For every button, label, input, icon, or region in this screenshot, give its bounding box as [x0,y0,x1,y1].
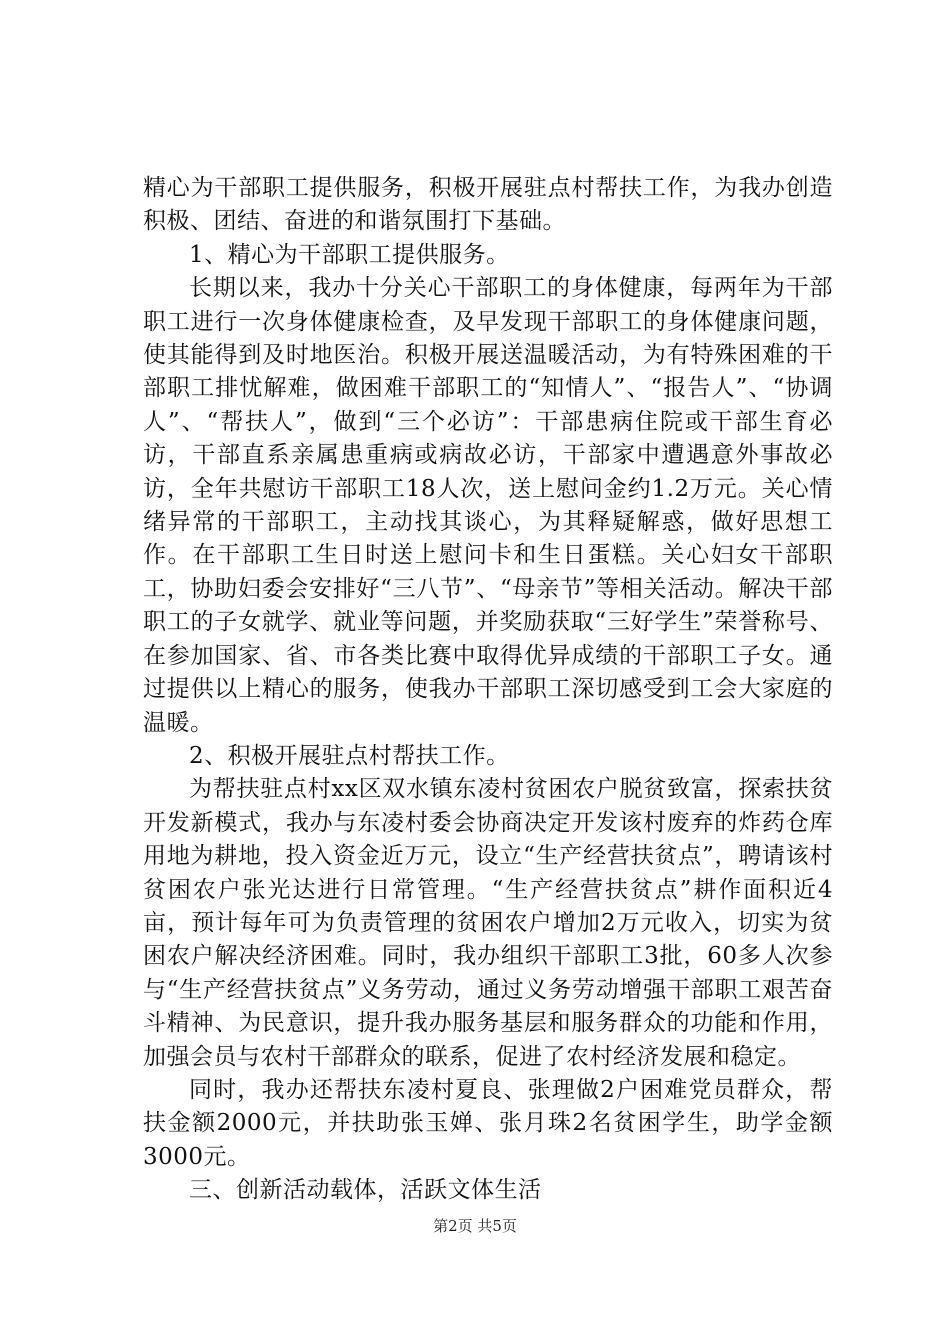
paragraph-village-support: 为帮扶驻点村xx区双水镇东凌村贫困农户脱贫致富，探索扶贫开发新模式，我办与东凌村委会协商决定开发该村废弃的炸药仓库用地为耕地，投入资金近万元，设立“生产经营扶贫点”，聘请该村贫困农户张光达进行日常管理。“生产经营扶贫点”耕作面积近4亩，预计每年可为负责管理的贫困农户增加2万元收入，切实为贫困农户解决经济困难。同时，我办组织干部职工3批，60多人次参与“生产经营扶贫点”义务劳动，通过义务劳动增强干部职工艰苦奋斗精神、为民意识，提升我办服务基层和服务群众的功能和作用，加强会员与农村干部群众的联系，促进了农村经济发展和稳定。 [143,776,833,1070]
paragraph-additional-support: 同时，我办还帮扶东凌村夏良、张理做2户困难党员群众，帮扶金额2000元，并扶助张玉婵、张月珠2名贫困学生，助学金额3000元。 [143,1076,833,1170]
page-footer [0,1216,950,1236]
paragraph-service: 长期以来，我办十分关心干部职工的身体健康，每两年为干部职工进行一次身体健康检查，及早发现干部职工的身体健康问题，使其能得到及时地医治。积极开展送温暖活动，为有特殊困难的干部职工排忧解难，做困难干部职工的“知情人”、“报告人”、“协调人”、“帮扶人”，做到“三个必访”：干部患病住院或干部生育必访，干部直系亲属患重病或病故必访，干部家中遭遇意外事故必访，全年共慰访干部职工18人次，送上慰问金约1.2万元。关心情绪异常的干部职工，主动找其谈心，为其释疑解惑，做好思想工作。在干部职工生日时送上慰问卡和生日蛋糕。关心妇女干部职工，协助妇委会安排好“三八节”、“母亲节”等相关活动。解决干部职工的子女就学、就业等问题，并奖励获取“三好学生”荣誉称号、在参加国家、省、市各类比赛中取得优异成绩的干部职工子女。通过提供以上精心的服务，使我办干部职工深切感受到工会大家庭的温暖。 [143,275,833,736]
document-body [143,172,833,1208]
heading-section-three: 三、创新活动载体，活跃文体生活 [189,1177,542,1204]
page-number: 第2页 共5页 [433,1217,517,1235]
heading-village-support: 2、积极开展驻点村帮扶工作。 [189,742,510,769]
heading-service: 1、精心为干部职工提供服务。 [189,241,510,268]
paragraph-continuation: 精心为干部职工提供服务，积极开展驻点村帮扶工作，为我办创造积极、团结、奋进的和谐氛围打下基础。 [143,175,833,235]
